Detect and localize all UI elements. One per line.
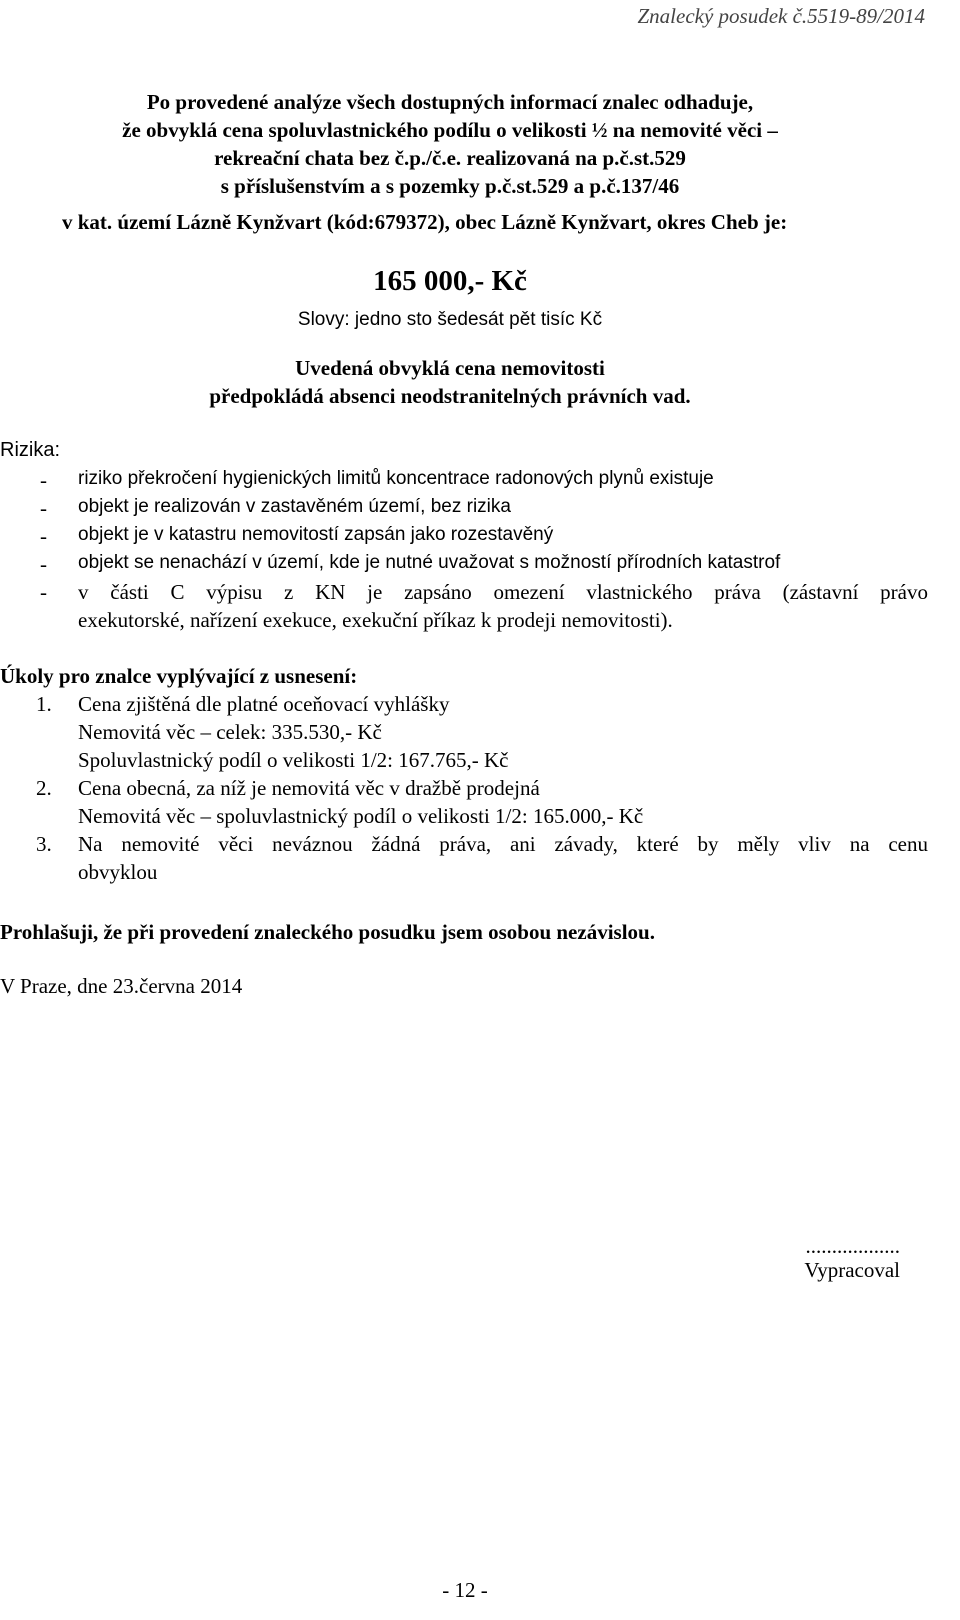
conclusion-line-2: že obvyklá cena spoluvlastnického podílu o velikosti ½ na nemovité věci –: [122, 118, 778, 142]
risk-bullet: -: [40, 496, 47, 520]
conclusion-line-1: Po provedené analýze všech dostupných informací znalec odhaduje,: [146, 90, 754, 114]
document-header: Znalecký posudek č.5519-89/2014: [637, 4, 925, 28]
risk-item-3: objekt je v katastru nemovitostí zapsán jako rozestavěný: [78, 524, 554, 545]
task-1-line-2: Nemovitá věc – celek: 335.530,- Kč: [78, 720, 382, 744]
market-price: 165 000,- Kč: [373, 265, 527, 297]
task-1-line-3: Spoluvlastnický podíl o velikosti 1/2: 167.765,- Kč: [78, 748, 509, 772]
price-note-line-2: předpokládá absenci neodstranitelných právních vad.: [209, 384, 691, 408]
risk-bullet: -: [40, 524, 47, 548]
risk-item-5-line-2: exekutorské, nařízení exekuce, exekuční příkaz k prodeji nemovitosti).: [78, 608, 673, 632]
risks-heading: Rizika:: [0, 439, 61, 461]
price-in-words: Slovy: jedno sto šedesát pět tisíc Kč: [297, 309, 603, 330]
tasks-heading: Úkoly pro znalce vyplývající z usnesení:: [0, 664, 358, 688]
task-2-line-2: Nemovitá věc – spoluvlastnický podíl o velikosti 1/2: 165.000,- Kč: [78, 804, 644, 828]
risk-bullet: -: [40, 580, 47, 604]
page-number: - 12 -: [442, 1578, 488, 1602]
risk-item-4: objekt se nenachází v území, kde je nutné uvažovat s možností přírodních katastrof: [78, 552, 781, 573]
task-2-line-1: Cena obecná, za níž je nemovitá věc v dražbě prodejná: [78, 776, 540, 800]
risk-bullet: -: [40, 468, 47, 492]
independence-declaration: Prohlašuji, že při provedení znaleckého posudku jsem osobou nezávislou.: [0, 920, 655, 944]
place-and-date: V Praze, dne 23.června 2014: [0, 974, 243, 998]
task-3-line-1: Na nemovité věci neváznou žádná práva, ani závady, které by měly vliv na cenu: [78, 832, 928, 856]
signature-line: ..................: [805, 1234, 900, 1258]
task-3-line-2: obvyklou: [78, 860, 158, 884]
task-number-3: 3.: [36, 832, 52, 856]
conclusion-line-3: rekreační chata bez č.p./č.e. realizovaná na p.č.st.529: [214, 146, 686, 170]
risk-item-1: riziko překročení hygienických limitů koncentrace radonových plynů existuje: [78, 468, 714, 489]
risk-item-2: objekt je realizován v zastavěném území, bez rizika: [78, 496, 511, 517]
conclusion-line-5: v kat. území Lázně Kynžvart (kód:679372), obec Lázně Kynžvart, okres Cheb je:: [62, 210, 788, 234]
task-number-1: 1.: [36, 692, 52, 716]
risk-bullet: -: [40, 552, 47, 576]
conclusion-line-4: s příslušenstvím a s pozemky p.č.st.529 a p.č.137/46: [220, 174, 680, 198]
risk-item-5-line-1: v části C výpisu z KN je zapsáno omezení vlastnického práva (zástavní právo: [78, 580, 928, 604]
task-number-2: 2.: [36, 776, 52, 800]
price-note-line-1: Uvedená obvyklá cena nemovitosti: [295, 356, 605, 380]
task-1-line-1: Cena zjištěná dle platné oceňovací vyhlášky: [78, 692, 450, 716]
signature-label: Vypracoval: [804, 1258, 900, 1282]
